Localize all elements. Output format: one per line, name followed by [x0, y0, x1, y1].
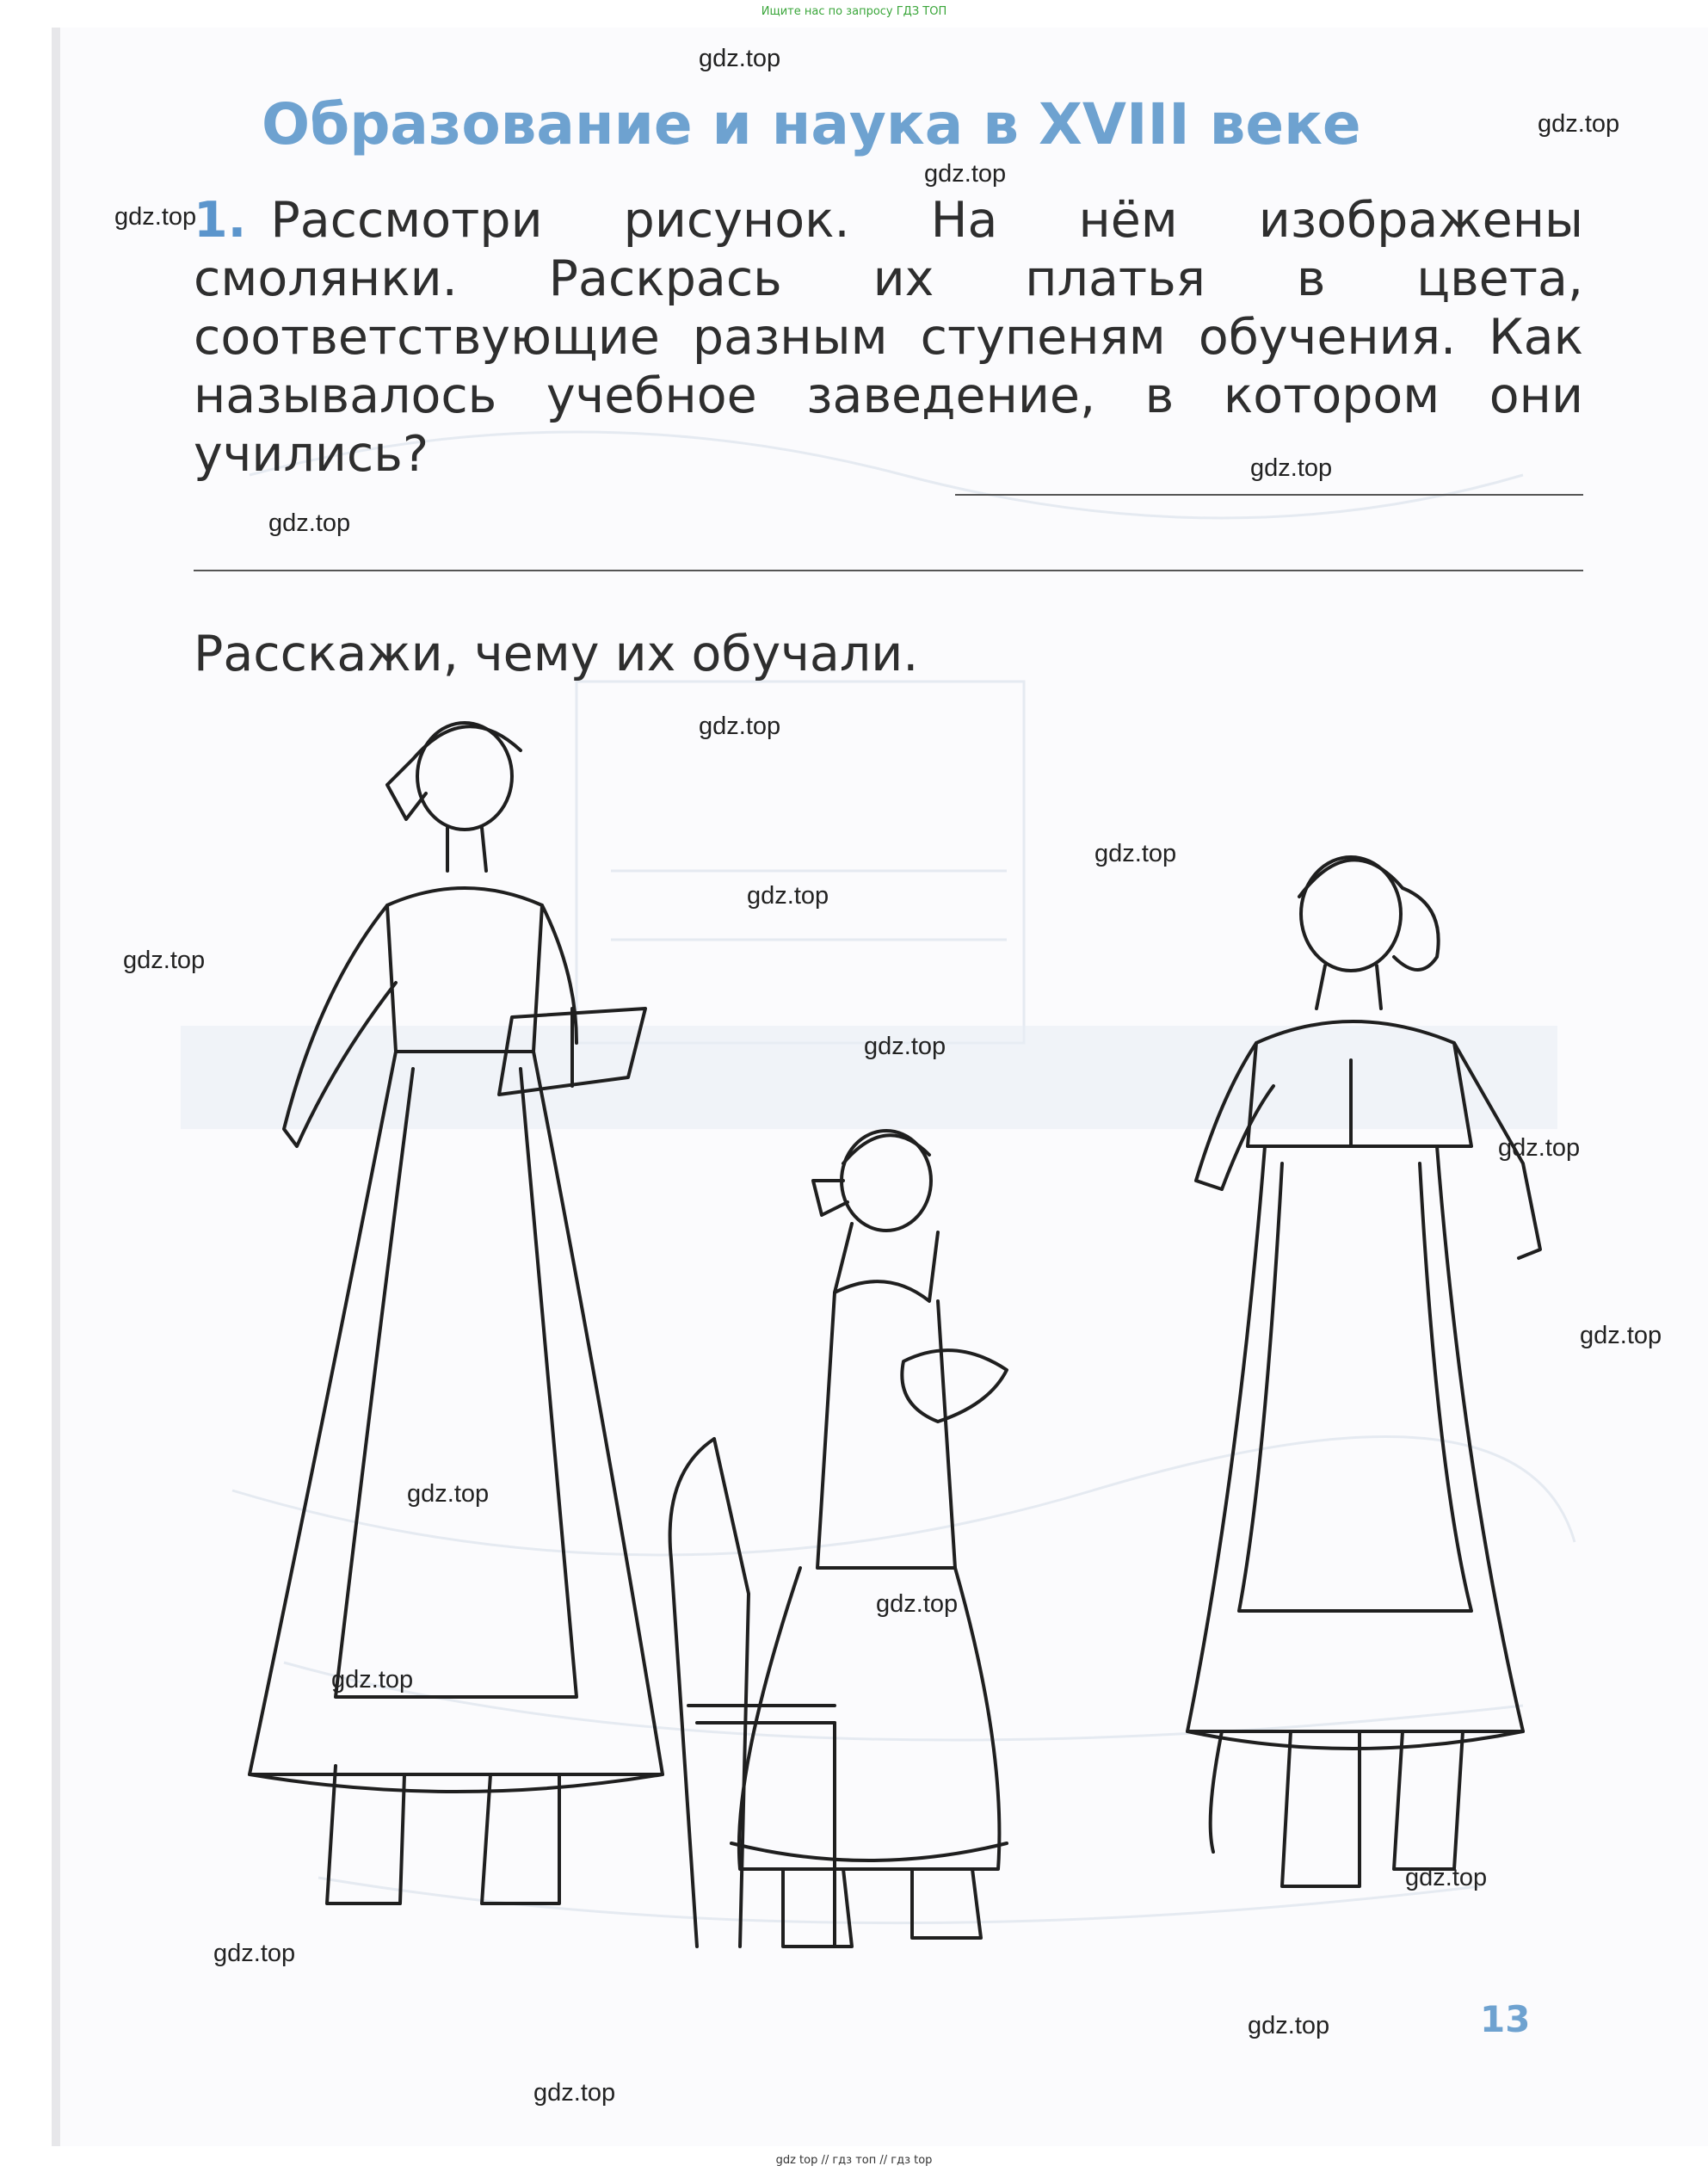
- task-text: Рассмотри рисунок. На нём изображены смолянки. Раскрась их платья в цвета, соответствующие разным ступеням обучения. Как называлось учебное заведение, в котором они учились?: [194, 192, 1583, 483]
- watermark: gdz.top: [1538, 110, 1620, 138]
- task-1: [194, 191, 1583, 484]
- watermark: gdz.top: [924, 160, 1007, 188]
- watermark: gdz.top: [1250, 454, 1333, 482]
- watermark: gdz.top: [123, 947, 206, 974]
- page-number: 13: [1480, 1998, 1531, 2040]
- watermark: gdz.top: [1580, 1322, 1662, 1349]
- answer-line-2[interactable]: [194, 570, 1583, 571]
- smolyanki-illustration: [181, 699, 1609, 2007]
- standing-girl-right: [1187, 857, 1540, 1886]
- watermark: gdz.top: [1248, 2012, 1330, 2039]
- watermark: gdz.top: [699, 45, 781, 72]
- answer-line-1[interactable]: [955, 494, 1583, 496]
- follow-up-question: Расскажи, чему их обучали.: [194, 626, 919, 682]
- workbook-page: [52, 28, 1708, 2146]
- task-number: 1.: [194, 192, 247, 249]
- watermark: gdz.top: [268, 509, 351, 537]
- watermark: gdz.top: [331, 1666, 414, 1694]
- watermark: gdz.top: [864, 1033, 946, 1060]
- watermark: gdz.top: [114, 203, 197, 231]
- seated-girl-middle: [670, 1131, 1007, 1947]
- standing-girl-left: [250, 723, 663, 1903]
- watermark: gdz.top: [699, 713, 781, 740]
- top-banner[interactable]: Ищите нас по запросу ГДЗ ТОП: [761, 5, 947, 18]
- watermark: gdz.top: [533, 2079, 616, 2107]
- watermark: gdz.top: [1498, 1134, 1581, 1162]
- watermark: gdz.top: [213, 1940, 296, 1967]
- watermark: gdz.top: [407, 1480, 490, 1508]
- watermark: gdz.top: [1405, 1864, 1488, 1891]
- watermark: gdz.top: [1094, 840, 1177, 867]
- bottom-banner[interactable]: gdz top // гдз топ // гдз top: [775, 2154, 933, 2167]
- watermark: gdz.top: [747, 882, 829, 910]
- page-title: Образование и наука в XVIII веке: [262, 91, 1361, 157]
- watermark: gdz.top: [876, 1590, 959, 1618]
